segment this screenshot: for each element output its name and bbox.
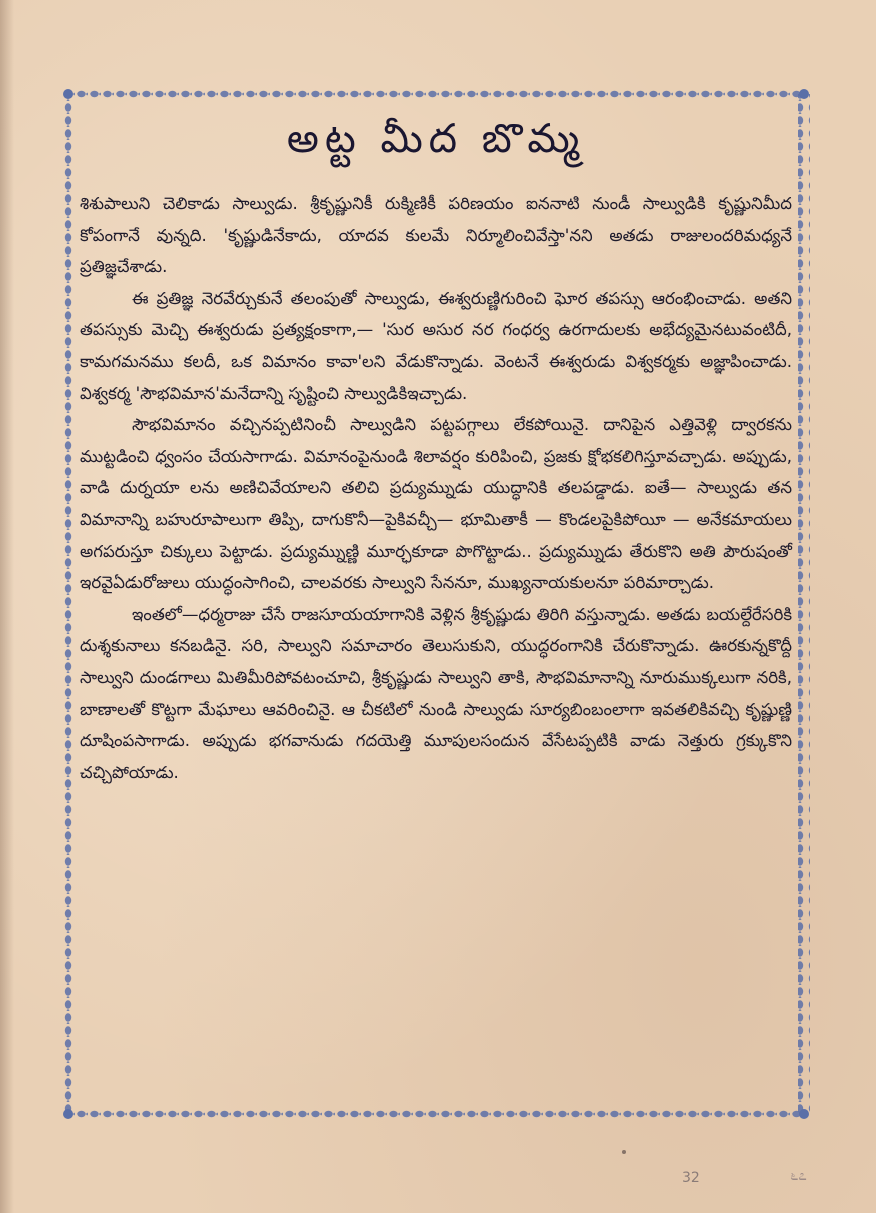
page-number: 32 [682,1170,700,1186]
page-edge-shadow [0,0,14,1213]
story-body [80,188,792,788]
ink-speck [622,1150,626,1154]
decorative-frame [62,88,810,1120]
paragraph: శిశుపాలుని చెలికాడు సాల్వుడు. శ్రీకృష్ణునికీ రుక్మిణికీ పరిణయం ఐననాటి నుండీ సాల్వుడికి కృష్ణునిమీద కోపంగానే వున్నది. 'కృష్ణుడినేకాదు, యాదవ కులమే నిర్మూలించివేస్తా'నని అతడు రాజులందరిమధ్యనే ప్రతిజ్ఞచేశాడు. [80,194,792,277]
paragraph: ఈ ప్రతిజ్ఞ నెరవేర్చుకునే తలంపుతో సాల్వుడు, ఈశ్వరుణ్ణిగురించి ఘోర తపస్సు ఆరంభించాడు. అతని తపస్సుకు మెచ్చి ఈశ్వరుడు ప్రత్యక్షంకాగా,— 'సుర అసుర నర గంధర్వ ఉరగాదులకు అభేద్యమైనటువంటిదీ, కామగమనము కలదీ, ఒక విమానం కావా'లని వేడుకొన్నాడు. వెంటనే ఈశ్వరుడు విశ్వకర్మకు అజ్ఞాపించాడు. విశ్వకర్మ 'సౌభవిమాన'మనేదాన్ని సృష్టించి సాల్వుడికిఇచ్చాడు. [80,288,792,403]
paragraph: ఇంతలో—ధర్మరాజు చేసే రాజసూయయాగానికి వెళ్లిన శ్రీకృష్ణుడు తిరిగి వస్తున్నాడు. అతడు బయల్దేరేసరికి దుశ్శకునాలు కనబడినై. సరి, సాల్వుని సమాచారం తెలుసుకుని, యుద్ధరంగానికి చేరుకొన్నాడు. ఊరకున్నకొద్దీ సాల్వుని దుండగాలు మితిమీరిపోవటంచూచి, శ్రీకృష్ణుడు సాల్వుని తాకి, సౌభవిమానాన్ని నూరుముక్కలుగా నరికి, బాణాలతో కొట్టగా మేఘాలు ఆవరించినై. ఆ చీకటిలో నుండి సాల్వుడు సూర్యబింబంలాగా ఇవతలికివచ్చి కృష్ణుణ్ణి దూషింపసాగాడు. అప్పుడు భగవానుడు గదయెత్తి మూపులసందున వేసేటప్పటికి వాడు నెత్తురు గ్రక్కుకొని చచ్చిపోయాడు. [80,604,792,782]
paragraph: సౌభవిమానం వచ్చినప్పటినించీ సాల్వుడిని పట్టపగ్గాలు లేకపోయినై. దానిపైన ఎత్తివెళ్లి ద్వారకను ముట్టడించి ధ్వంసం చేయసాగాడు. విమానంపైనుండి శిలావర్షం కురిపించి, ప్రజకు క్షోభకలిగిస్తూవచ్చాడు. అప్పుడు, వాడి దుర్నయా లను అణిచివేయాలని తలిచి ప్రద్యుమ్నుడు యుద్ధానికి తలపడ్డాడు. ఐతే— సాల్వుడు తన విమానాన్ని బహురూపాలుగా తిప్పి, దాగుకొనీ—పైకివచ్చీ— భూమితాకీ — కొండలపైకిపోయీ — అనేకమాయలు అగపరుస్తూ చిక్కులు పెట్టాడు. ప్రద్యుమ్నుణ్ణి మూర్ఛకూడా పొగొట్టాడు.. ప్రద్యుమ్నుడు తేరుకొని అతి పౌరుషంతో ఇరవైఏడురోజులు యుద్ధంసాగించి, చాలవరకు సాల్వుని సేననూ, ముఖ్యనాయకులనూ పరిమార్చాడు. [80,415,792,593]
corner-mark: ೬೭ [790,1166,807,1184]
story-title: అట్ట మీద బొమ్మ [286,116,586,162]
